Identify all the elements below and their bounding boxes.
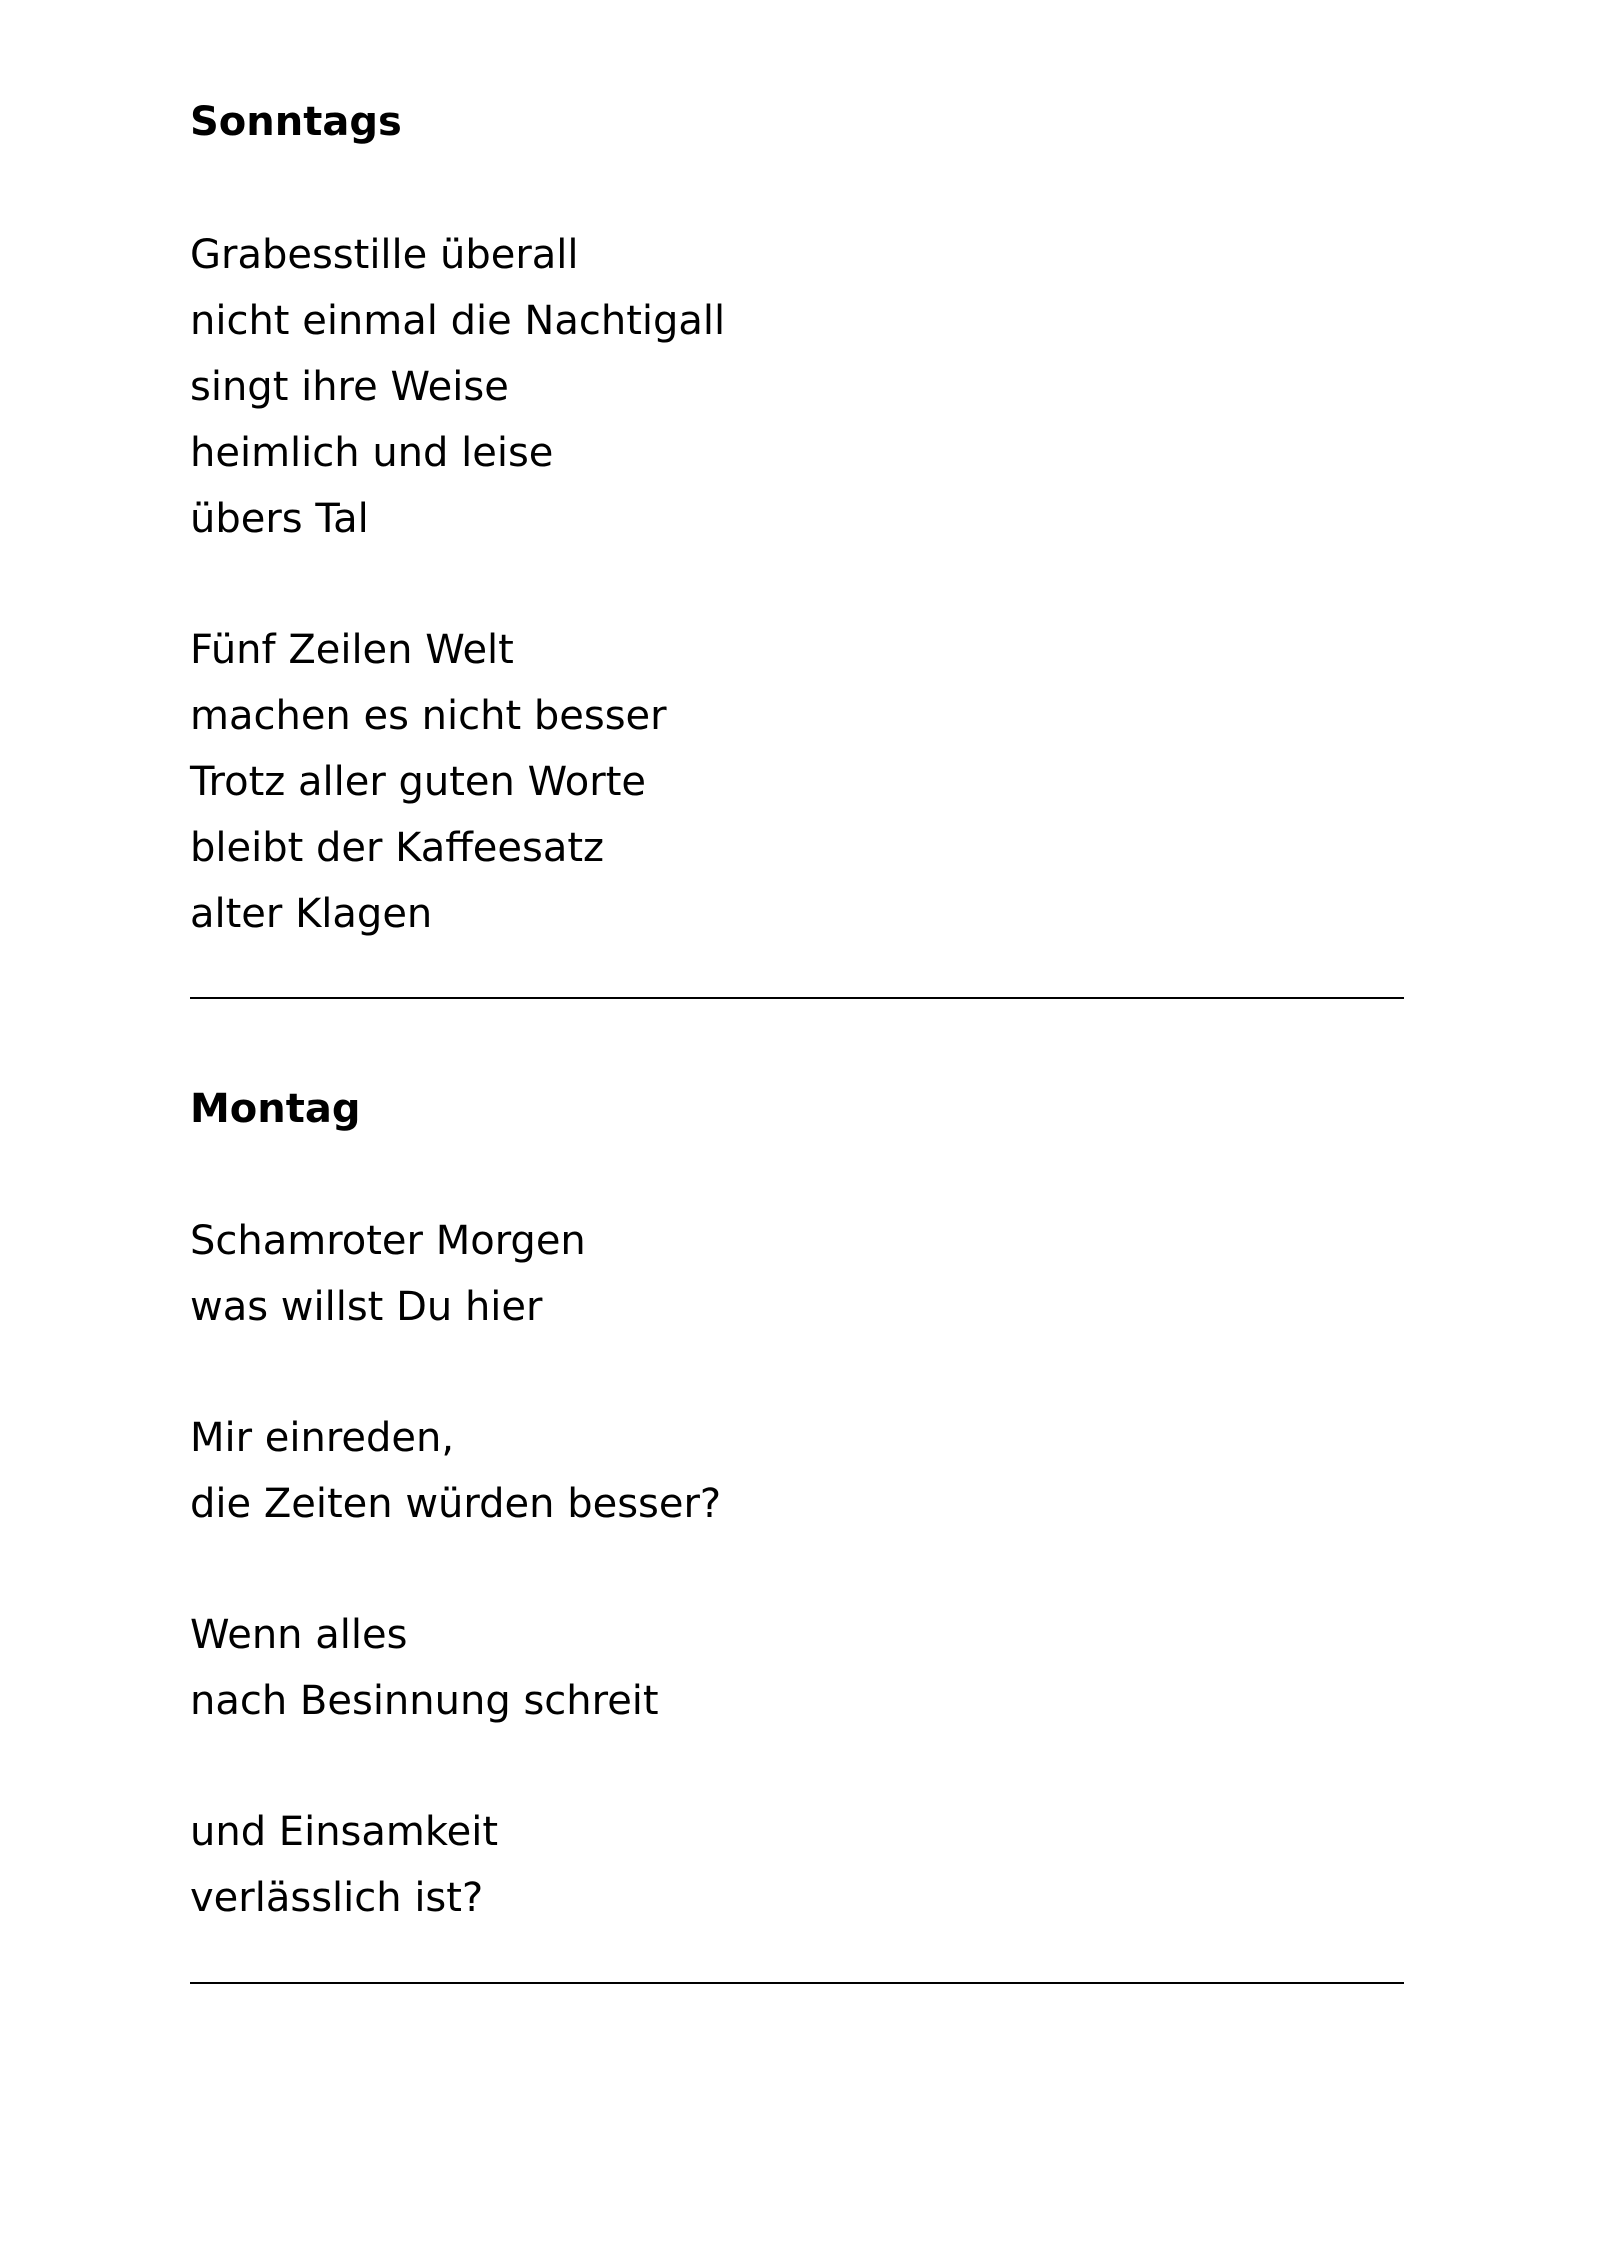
poem-line: verlässlich ist?: [190, 1875, 484, 1921]
poem-line: und Einsamkeit: [190, 1809, 499, 1855]
poem-line: alter Klagen: [190, 891, 433, 937]
poem-line: nach Besinnung schreit: [190, 1678, 659, 1724]
section-divider: [190, 1982, 1404, 1984]
poem-line: nicht einmal die Nachtigall: [190, 298, 726, 344]
poem-line: heimlich und leise: [190, 430, 554, 476]
poem-line: singt ihre Weise: [190, 364, 509, 410]
poem-line: was willst Du hier: [190, 1284, 543, 1330]
poem-line: Grabesstille überall: [190, 232, 579, 278]
poem-line: übers Tal: [190, 496, 369, 542]
poem-line: Schamroter Morgen: [190, 1218, 586, 1264]
poem-line: Trotz aller guten Worte: [190, 759, 647, 805]
poem-line: Wenn alles: [190, 1612, 408, 1658]
poem-line: die Zeiten würden besser?: [190, 1481, 722, 1527]
poem-title-montag: Montag: [190, 1086, 361, 1132]
poem-line: Mir einreden,: [190, 1415, 455, 1461]
poem-line: bleibt der Kaffeesatz: [190, 825, 605, 871]
poem-line: Fünf Zeilen Welt: [190, 627, 514, 673]
section-divider: [190, 997, 1404, 999]
poem-line: machen es nicht besser: [190, 693, 667, 739]
poem-title-sonntags: Sonntags: [190, 99, 402, 145]
